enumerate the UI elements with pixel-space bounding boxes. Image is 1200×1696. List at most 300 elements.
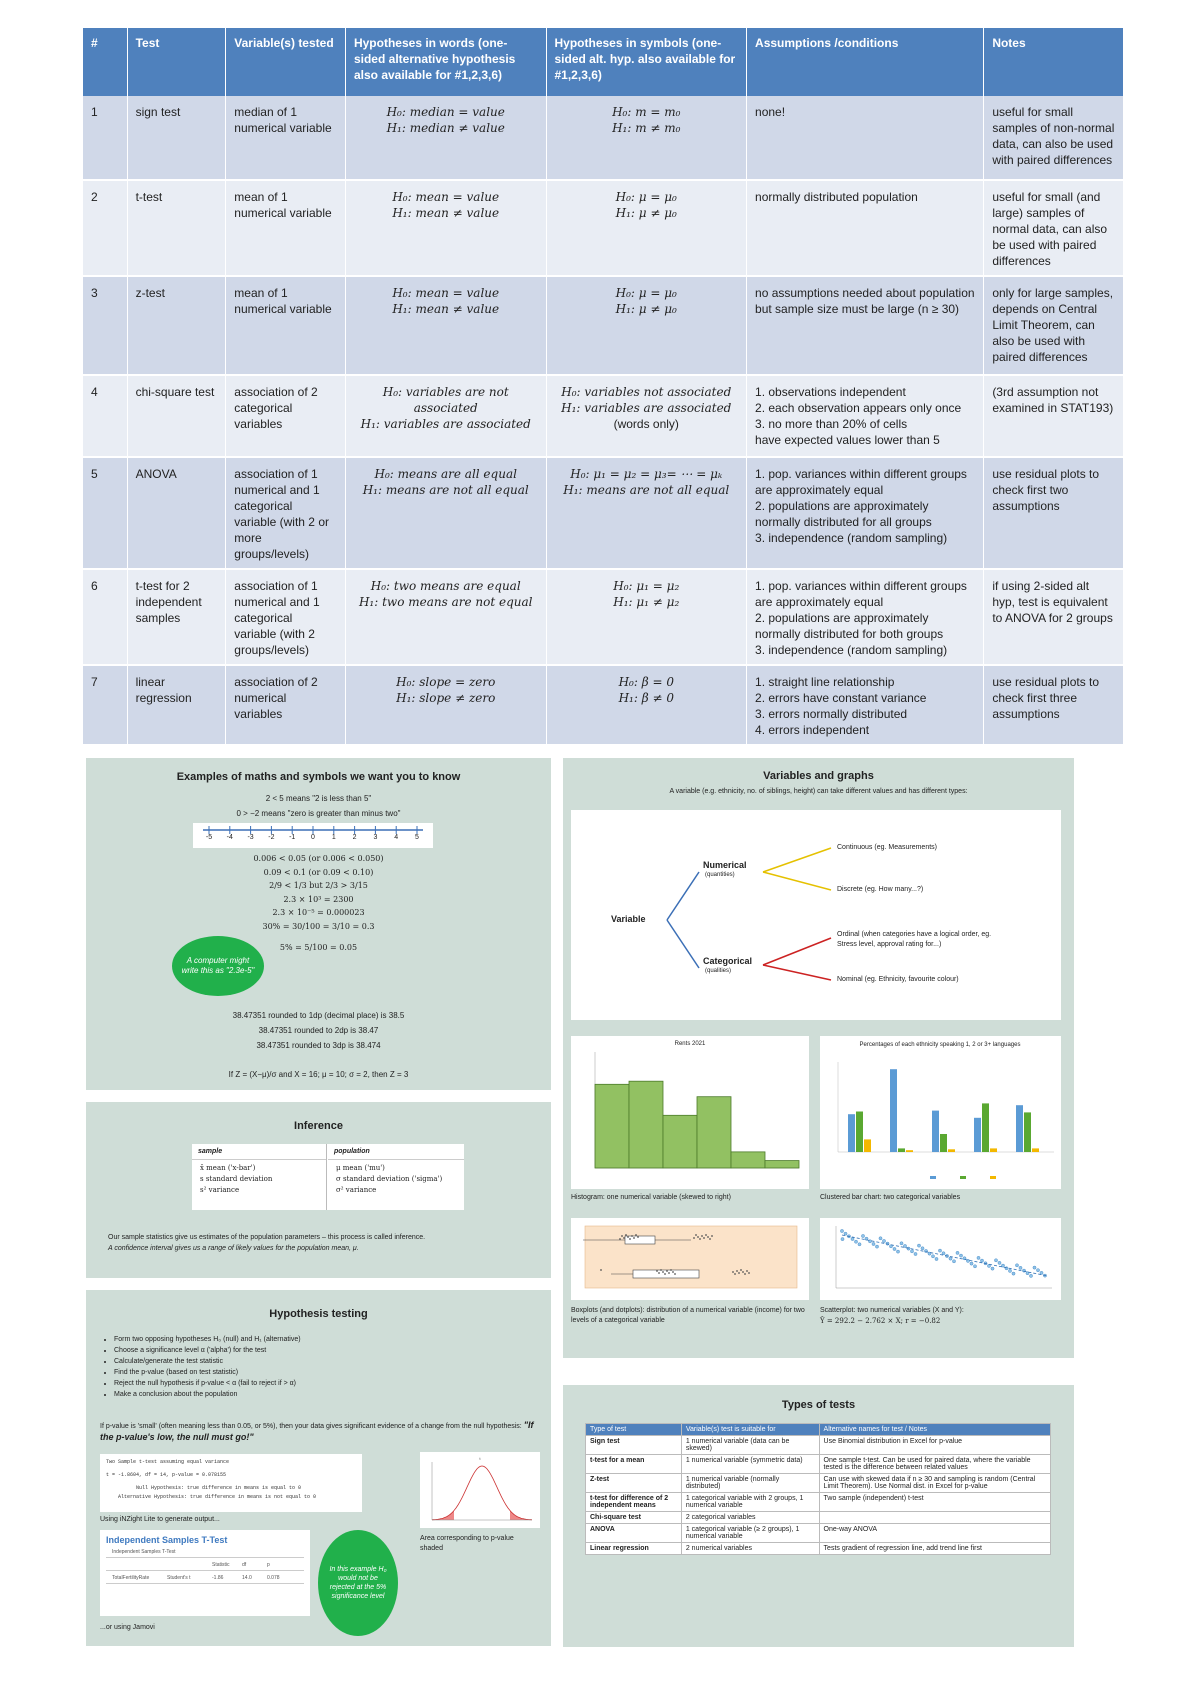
scatter-point: [994, 1259, 997, 1262]
tree-categorical-sub: (qualities): [705, 968, 732, 974]
scatter-equation: Ŷ = 292.2 − 2.762 × X; r = −0.82: [820, 1317, 941, 1325]
hypotheses-symbols: H₀: variables not associated H₁: variables are associated (words only): [546, 375, 747, 457]
scatter-point: [998, 1261, 1001, 1264]
scatter-point: [1040, 1271, 1043, 1274]
test-name: sign test: [127, 96, 226, 180]
table-row: [586, 1474, 1051, 1493]
type-notes: Use Binomial distribution in Excel for p-value: [819, 1436, 1050, 1455]
equation: 2.3 × 10³ = 2300: [283, 894, 354, 904]
scatter-point: [1015, 1264, 1018, 1267]
clustered-bar: [856, 1112, 863, 1153]
tree-numerical-sub: (quantities): [705, 872, 735, 878]
scatter-point: [952, 1260, 955, 1263]
normal-curve-plot: [420, 1452, 540, 1528]
assumptions: no assumptions needed about population but sample size must be large (n ≥ 30): [747, 276, 984, 375]
dot-point: [633, 1237, 635, 1239]
scatter-caption: [820, 1306, 1060, 1326]
col-header: Hypotheses in words (one-sided alternative hypothesis also available for #1,2,3,6): [345, 28, 546, 96]
step-item: • Make a conclusion about the population: [114, 1389, 534, 1400]
scatter-point: [991, 1267, 994, 1270]
plot-area: [585, 1226, 797, 1288]
assumptions: 1. pop. variances within different groups are approximately equal 2. populations are approximately normally distributed for both groups 3. independence (random sampling): [747, 569, 984, 665]
assumptions: 1. observations independent 2. each observation appears only once 3. no more than 20% of cells have expected values lower than 5: [747, 375, 984, 457]
hypotheses-symbols: H₀: m = m₀ H₁: m ≠ m₀: [546, 96, 747, 180]
dot-point: [658, 1272, 660, 1274]
jamovi-caption: ...or using Jamovi: [100, 1624, 155, 1631]
test-name: t-test: [127, 180, 226, 276]
row-number: 4: [83, 375, 127, 457]
scatter-point: [1029, 1274, 1032, 1277]
assumptions: none!: [747, 96, 984, 180]
number-line: [193, 823, 433, 848]
types-col-header: Type of test: [586, 1424, 682, 1436]
tree-categorical: Categorical: [703, 956, 753, 966]
normal-curve-graphic: [420, 1452, 540, 1528]
col-header: Variable(s) tested: [226, 28, 346, 96]
scatter-point: [872, 1242, 875, 1245]
equation: 5% = 5/100 = 0.05: [279, 943, 358, 952]
scatter-point: [861, 1234, 864, 1237]
scatter-point: [851, 1237, 854, 1240]
table-row: [83, 375, 1124, 457]
type-notes: Can use with skewed data if n ≥ 30 and sampling is random (Central Limit Theorem). Use Normal dist. in Excel for p-value: [819, 1474, 1050, 1493]
table-row: [586, 1455, 1051, 1474]
type-notes: Two sample (independent) t-test: [819, 1493, 1050, 1512]
jamovi-subtitle: Independent Samples T-Test: [106, 1547, 304, 1558]
histogram-bar: [629, 1081, 663, 1168]
sample-item: x̄ mean ('x-bar'): [200, 1164, 256, 1172]
dot-point: [705, 1234, 707, 1236]
tree-discrete: Discrete (eg. How many...?): [837, 886, 924, 893]
table-row: [586, 1436, 1051, 1455]
clustered-bar: [982, 1103, 989, 1152]
notes: useful for small (and large) samples of normal data, can also be used with paired differences: [984, 180, 1124, 276]
histogram-caption: Histogram: one numerical variable (skewed to right): [571, 1194, 731, 1201]
equation: 0.006 < 0.05 (or 0.006 < 0.050): [253, 854, 384, 863]
branch-ordinal: [763, 938, 831, 965]
step-item: • Find the p-value (based on test statistic): [114, 1367, 534, 1378]
types-of-tests-table: [585, 1423, 1051, 1555]
dot-point: [736, 1270, 738, 1272]
table-row: [586, 1543, 1051, 1555]
rounding-line: 38.47351 rounded to 3dp is 38.474: [256, 1041, 381, 1050]
histogram-figure: [571, 1036, 809, 1189]
type-notes: [819, 1512, 1050, 1524]
number-line-label: 4: [394, 834, 399, 841]
boxplot-chart: [571, 1218, 809, 1300]
maths-panel-title: Examples of maths and symbols we want you to know: [176, 771, 461, 783]
dot-point: [656, 1270, 658, 1272]
bar-chart-caption: Clustered bar chart: two categorical variables: [820, 1194, 961, 1201]
output-line: Two Sample t-test assuming equal variance: [106, 1459, 230, 1465]
scatter-point: [1012, 1272, 1015, 1275]
dot-point: [699, 1238, 701, 1240]
hypotheses-words: H₀: means are all equal H₁: means are not all equal: [345, 457, 546, 569]
scatter-caption-text: Scatterplot: two numerical variables (X and Y):: [820, 1307, 964, 1314]
row-number: 5: [83, 457, 127, 569]
table-row: [586, 1493, 1051, 1512]
table-row: [83, 665, 1124, 745]
dot-point: [701, 1235, 703, 1237]
jamovi-cell: -1.86: [212, 1575, 224, 1581]
scatter-point: [959, 1254, 962, 1257]
tree-numerical: Numerical: [703, 860, 747, 870]
table-row: [83, 569, 1124, 665]
row-number: 1: [83, 96, 127, 180]
pvalue-text: If p-value is 'small' (often meaning less than 0.05, or 5%), then your data gives significant evidence of a change from the null hypothesis:: [100, 1423, 522, 1430]
dot-point: [748, 1272, 750, 1274]
scatterplot-figure: [820, 1218, 1061, 1300]
dot-point: [703, 1237, 705, 1239]
hypotheses-symbols: H₀: β = 0 H₁: β ≠ 0: [546, 665, 747, 745]
clustered-bar: [898, 1148, 905, 1152]
jamovi-cell: 14.0: [242, 1575, 252, 1581]
jamovi-col-headers: [106, 1558, 304, 1571]
scatter-point: [980, 1259, 983, 1262]
scatter-point: [858, 1243, 861, 1246]
clustered-bar-chart: [820, 1036, 1061, 1189]
clustered-bar: [1024, 1112, 1031, 1152]
dot-point: [670, 1269, 672, 1271]
computer-note-bubble: A computer might write this as "2.3e-5": [172, 936, 264, 996]
row-number: 6: [83, 569, 127, 665]
scatter-point: [942, 1252, 945, 1255]
table-row: [586, 1524, 1051, 1543]
scatter-point: [840, 1229, 843, 1232]
row-number: 7: [83, 665, 127, 745]
dot-point: [635, 1234, 637, 1236]
dot-point: [672, 1271, 674, 1273]
step-item: • Calculate/generate the test statistic: [114, 1356, 534, 1367]
jamovi-row: [106, 1571, 304, 1584]
maths-symbols-panel: [86, 758, 551, 1090]
branch-numerical: [667, 872, 699, 920]
clustered-bar: [1016, 1105, 1023, 1152]
scatter-point: [841, 1238, 844, 1241]
type-name: Z-test: [586, 1474, 682, 1493]
jamovi-col: df: [242, 1562, 247, 1568]
inference-sentence: Our sample statistics give us estimates of the population parameters – this process is called inference.: [108, 1234, 426, 1241]
type-variables: 2 numerical variables: [681, 1543, 819, 1555]
number-line-label: 3: [373, 834, 378, 841]
dot-point: [662, 1271, 664, 1273]
population-heading: population: [328, 1144, 464, 1160]
pvalue-paragraph: [100, 1420, 540, 1444]
type-name: Sign test: [586, 1436, 682, 1455]
output-line: Alternative Hypothesis: true difference in means is not equal to 0: [118, 1494, 317, 1500]
hypothesis-testing-panel: [86, 1290, 551, 1646]
variables-title: Variables and graphs: [763, 770, 874, 782]
col-header: Test: [127, 28, 226, 96]
dot-point: [732, 1271, 734, 1273]
scatterplot-chart: [820, 1218, 1061, 1300]
scatter-point: [949, 1257, 952, 1260]
hypothesis-title: Hypothesis testing: [269, 1308, 368, 1320]
types-header-row: [586, 1424, 1051, 1436]
dot-point: [666, 1270, 668, 1272]
hypotheses-words: H₀: median = value H₁: median ≠ value: [345, 96, 546, 180]
branch-continuous: [763, 848, 831, 872]
type-variables: 1 categorical variable with 2 groups, 1 numerical variable: [681, 1493, 819, 1512]
table-row: [83, 457, 1124, 569]
type-notes: One sample t-test. Can be used for paired data, where the variable tested is the difference between related values: [819, 1455, 1050, 1474]
sample-column: [192, 1144, 327, 1210]
tree-ordinal: Ordinal (when categories have a logical order, eg. Stress level, approval rating for...): [837, 931, 992, 948]
assumptions: 1. straight line relationship 2. errors have constant variance 3. errors normally distributed 4. errors independent: [747, 665, 984, 745]
scatter-point: [914, 1252, 917, 1255]
scatter-point: [882, 1239, 885, 1242]
dot-point: [711, 1235, 713, 1237]
rounding-line: 38.47351 rounded to 2dp is 38.47: [258, 1026, 379, 1035]
dot-point: [746, 1270, 748, 1272]
scatter-point: [1033, 1266, 1036, 1269]
number-line-label: 2: [352, 834, 357, 841]
table-row: [83, 96, 1124, 180]
curve-title: t: [479, 1457, 481, 1461]
number-line-label: 1: [331, 834, 336, 841]
jamovi-title: Independent Samples T-Test: [106, 1535, 228, 1545]
notes: if using 2-sided alt hyp, test is equivalent to ANOVA for 2 groups: [984, 569, 1124, 665]
dot-point: [742, 1271, 744, 1273]
rounding-examples: [86, 1008, 551, 1053]
type-variables: 1 categorical variable (≥ 2 groups), 1 numerical variable: [681, 1524, 819, 1543]
scatter-point: [1019, 1266, 1022, 1269]
histogram-bar: [595, 1084, 629, 1168]
jamovi-output: [100, 1530, 310, 1616]
dot-point: [631, 1235, 633, 1237]
branch-discrete: [763, 872, 831, 890]
dot-point: [740, 1269, 742, 1271]
box-rect: [633, 1270, 699, 1278]
density-curve: [432, 1466, 532, 1520]
population-item: μ mean ('mu'): [336, 1164, 385, 1172]
clustered-bar: [974, 1118, 981, 1152]
jamovi-col: p: [267, 1562, 270, 1568]
equation: 2/9 < 1/3 but 2/3 > 3/15: [269, 881, 368, 890]
type-variables: 1 numerical variable (normally distributed): [681, 1474, 819, 1493]
box-rect: [625, 1236, 655, 1244]
col-header: Assumptions /conditions: [747, 28, 984, 96]
scatter-point: [854, 1240, 857, 1243]
type-name: t-test for difference of 2 independent means: [586, 1493, 682, 1512]
dot-point: [668, 1272, 670, 1274]
type-variables: 1 numerical variable (symmetric data): [681, 1455, 819, 1474]
table-row: [83, 180, 1124, 276]
variable-tested: association of 1 numerical and 1 categorical variable (with 2 or more groups/levels): [226, 457, 346, 569]
hypotheses-words: H₀: mean = value H₁: mean ≠ value: [345, 276, 546, 375]
variable-tested: median of 1 numerical variable: [226, 96, 346, 180]
col-header: Hypotheses in symbols (one-sided alt. hyp. also available for #1,2,3,6): [546, 28, 747, 96]
number-line-labels: [193, 834, 433, 846]
types-col-header: Alternative names for test / Notes: [819, 1424, 1050, 1436]
histogram-title: Rents 2021: [674, 1041, 706, 1047]
scatter-point: [910, 1250, 913, 1253]
notes: only for large samples, depends on Central Limit Theorem, can also be used with paired differences: [984, 276, 1124, 375]
rejection-note-bubble: In this example H₀ would not be rejected at the 5% significance level: [318, 1530, 398, 1636]
rounding-line: 38.47351 rounded to 1dp (decimal place) is 38.5: [232, 1011, 405, 1020]
tree-nominal: Nominal (eg. Ethnicity, favourite colour): [837, 976, 959, 983]
hypotheses-symbols: H₀: μ = μ₀ H₁: μ ≠ μ₀: [546, 180, 747, 276]
hypothesis-tests-table: [83, 28, 1124, 746]
scatter-point: [931, 1255, 934, 1258]
scatter-point: [900, 1242, 903, 1245]
variable-tested: mean of 1 numerical variable: [226, 180, 346, 276]
number-line-label: -1: [289, 834, 296, 841]
number-line-label: -5: [205, 834, 213, 841]
number-line-label: -2: [268, 834, 275, 841]
scatter-point: [875, 1245, 878, 1248]
variable-tested: association of 2 categorical variables: [226, 375, 346, 457]
type-name: ANOVA: [586, 1524, 682, 1543]
step-item: • Form two opposing hypotheses H₀ (null) and H₁ (alternative): [114, 1334, 534, 1345]
notes: useful for small samples of non-normal data, can also be used with paired differences: [984, 96, 1124, 180]
scatter-point: [896, 1250, 899, 1253]
table-row: [83, 276, 1124, 375]
type-notes: One-way ANOVA: [819, 1524, 1050, 1543]
inzight-output: [100, 1454, 362, 1512]
dot-point: [627, 1236, 629, 1238]
hypotheses-words: H₀: variables are not associated H₁: variables are associated: [345, 375, 546, 457]
inference-sentence: A confidence interval gives us a range of likely values for the population mean, μ.: [108, 1245, 359, 1252]
types-of-tests-panel: [563, 1385, 1074, 1647]
dot-point: [619, 1238, 621, 1240]
type-name: Linear regression: [586, 1543, 682, 1555]
test-name: ANOVA: [127, 457, 226, 569]
type-variables: 2 categorical variables: [681, 1512, 819, 1524]
dot-point: [664, 1273, 666, 1275]
step-item: • Choose a significance level α ('alpha') for the test: [114, 1345, 534, 1356]
clustered-bar: [906, 1150, 913, 1152]
hypotheses-symbols: H₀: μ = μ₀ H₁: μ ≠ μ₀: [546, 276, 747, 375]
notes: use residual plots to check first two assumptions: [984, 457, 1124, 569]
clustered-bar-figure: [820, 1036, 1061, 1189]
assumptions: 1. pop. variances within different groups are approximately equal 2. populations are approximately normally distributed for all groups 3. independence (random sampling): [747, 457, 984, 569]
scatter-point: [893, 1247, 896, 1250]
bar-chart-title: Percentages of each ethnicity speaking 1, 2 or 3+ languages: [859, 1042, 1021, 1048]
dot-point: [674, 1273, 676, 1275]
dot-point: [623, 1237, 625, 1239]
scatter-point: [917, 1244, 920, 1247]
equation: 0.09 < 0.1 (or 0.09 < 0.10): [263, 867, 374, 877]
variables-subtitle: A variable (e.g. ethnicity, no. of siblings, height) can take different values and has different types:: [669, 788, 968, 795]
dot-point: [707, 1236, 709, 1238]
scatter-point: [935, 1257, 938, 1260]
legend-swatch: [930, 1176, 936, 1179]
clustered-bar: [1032, 1148, 1039, 1152]
boxplot-figure: [571, 1218, 809, 1300]
branch-nominal: [763, 965, 831, 980]
dot-point: [625, 1234, 627, 1236]
legend-swatch: [990, 1176, 996, 1179]
sample-heading: sample: [192, 1144, 326, 1160]
step-item: • Reject the null hypothesis if p-value < α (fail to reject if > α): [114, 1378, 534, 1389]
row-number: 3: [83, 276, 127, 375]
pvalue-quote: "If the p-value's low, the null must go!": [100, 1420, 534, 1442]
dot-point: [660, 1269, 662, 1271]
test-name: t-test for 2 independent samples: [127, 569, 226, 665]
number-line-label: -4: [226, 834, 233, 841]
population-item: σ² variance: [336, 1186, 377, 1194]
scatter-point: [973, 1265, 976, 1268]
type-variables: 1 numerical variable (data can be skewed): [681, 1436, 819, 1455]
dot-point: [734, 1273, 736, 1275]
histogram-bar: [697, 1097, 731, 1168]
variable-tested: association of 2 numerical variables: [226, 665, 346, 745]
scatter-point: [844, 1232, 847, 1235]
dot-point: [629, 1238, 631, 1240]
assumptions: normally distributed population: [747, 180, 984, 276]
variables-graphs-panel: [563, 758, 1074, 1358]
histogram-bar: [663, 1115, 697, 1168]
variable-tested: association of 1 numerical and 1 categorical variable (with 2 groups/levels): [226, 569, 346, 665]
scatter-point: [938, 1249, 941, 1252]
clustered-bar: [890, 1069, 897, 1152]
dot-point: [697, 1236, 699, 1238]
col-header: Notes: [984, 28, 1124, 96]
row-number: 2: [83, 180, 127, 276]
number-line-label: -3: [247, 834, 254, 841]
table-row: [586, 1512, 1051, 1524]
maths-equations: [86, 852, 551, 955]
variable-tree-diagram: [571, 810, 1061, 1020]
output-line: t = -1.8604, df = 14, p-value = 0.078155: [106, 1472, 227, 1478]
hypotheses-words: H₀: two means are equal H₁: two means are not equal: [345, 569, 546, 665]
type-notes: Tests gradient of regression line, add trend line first: [819, 1543, 1050, 1555]
types-col-header: Variable(s) test is suitable for: [681, 1424, 819, 1436]
boxplot-caption: Boxplots (and dotplots): distribution of a numerical variable (income) for two levels of a categorical variable: [571, 1307, 805, 1324]
clustered-bar: [948, 1149, 955, 1152]
test-name: z-test: [127, 276, 226, 375]
dot-point: [738, 1272, 740, 1274]
histogram-bar: [731, 1152, 765, 1168]
dot-point: [600, 1269, 602, 1271]
hypotheses-symbols: H₀: μ₁ = μ₂ = μ₃= ⋯ = μₖ H₁: means are not all equal: [546, 457, 747, 569]
clustered-bar: [940, 1134, 947, 1152]
table-header-row: [83, 28, 1124, 96]
types-title: Types of tests: [781, 1399, 856, 1411]
histogram-bar: [765, 1161, 799, 1168]
scatter-point: [977, 1256, 980, 1259]
inference-text: [108, 1232, 538, 1254]
steps-list: [114, 1334, 534, 1400]
jamovi-cell: TotalFertilityRate: [112, 1575, 150, 1581]
legend-swatch: [960, 1176, 966, 1179]
test-name: chi-square test: [127, 375, 226, 457]
clustered-bar: [848, 1114, 855, 1152]
clustered-bar: [864, 1139, 871, 1152]
dot-point: [695, 1234, 697, 1236]
dot-point: [621, 1235, 623, 1237]
jamovi-col: Statistic: [212, 1562, 230, 1568]
sample-item: s² variance: [200, 1186, 240, 1194]
dot-point: [744, 1273, 746, 1275]
clustered-bar: [932, 1111, 939, 1152]
dot-point: [693, 1237, 695, 1239]
type-name: Chi-square test: [586, 1512, 682, 1524]
variable-tested: mean of 1 numerical variable: [226, 276, 346, 375]
test-name: linear regression: [127, 665, 226, 745]
notation-box: [192, 1144, 464, 1210]
jamovi-cell: Student's t: [167, 1575, 191, 1581]
inzight-caption: Using iNZight Lite to generate output...: [100, 1516, 220, 1523]
notes: (3rd assumption not examined in STAT193): [984, 375, 1124, 457]
equation: 30% = 30/100 = 3/10 = 0.3: [262, 921, 375, 931]
branch-categorical: [667, 920, 699, 968]
inference-panel: [86, 1102, 551, 1278]
hypotheses-words: H₀: mean = value H₁: mean ≠ value: [345, 180, 546, 276]
scatter-point: [970, 1262, 973, 1265]
sample-item: s standard deviation: [200, 1175, 273, 1183]
